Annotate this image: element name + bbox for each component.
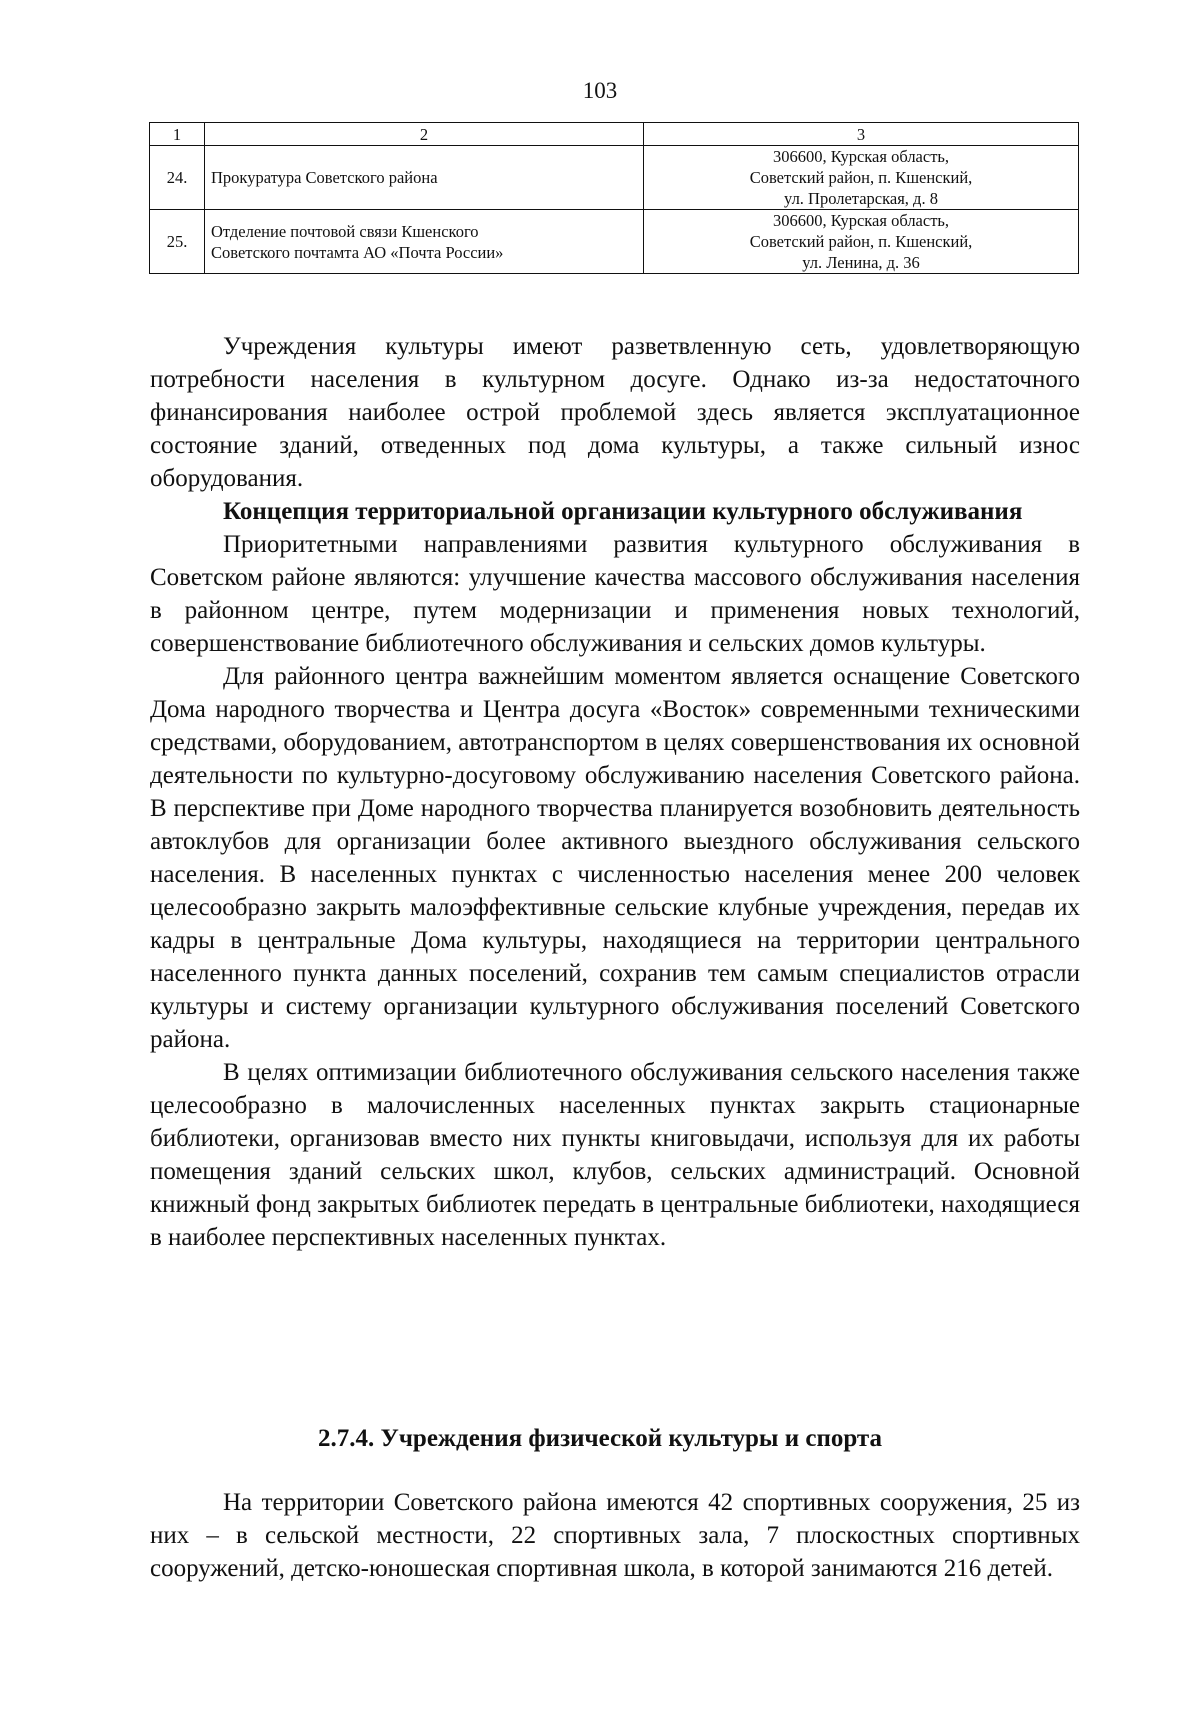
paragraph-culture-network: Учреждения культуры имеют разветвленную сеть, удовлетворяющую потребности населения в культурном досуге. Однако из-за недостаточного финансирования наиболее острой проблемой здесь является эксплуатационное состояние зданий, отведенных под дома культуры, а также сильный износ оборудования. (150, 333, 1080, 492)
section-heading: 2.7.4. Учреждения физической культуры и спорта (317, 1425, 883, 1452)
row-number: 24. (150, 146, 205, 210)
address-line: ул. Пролетарская, д. 8 (784, 189, 938, 208)
institution-name (205, 146, 644, 210)
table-header-row (150, 123, 1079, 146)
main-body-text (150, 330, 1080, 1254)
institution-name (205, 210, 644, 274)
column-header-1: 1 (150, 123, 205, 146)
address-line: 306600, Курская область, (772, 211, 950, 230)
address-line: ул. Ленина, д. 36 (802, 253, 920, 272)
concept-heading: Концепция территориальной организации культурного обслуживания (223, 498, 1023, 525)
institution-name-line: Отделение почтовой связи Кшенского (211, 221, 479, 241)
sports-section-text (150, 1486, 1080, 1585)
table-row (150, 210, 1079, 274)
column-header-2: 2 (205, 123, 644, 146)
table-row (150, 146, 1079, 210)
institution-address (644, 210, 1079, 274)
institution-name-line: Советского почтамта АО «Почта России» (211, 242, 504, 262)
row-number: 25. (150, 210, 205, 274)
institutions-table (149, 122, 1079, 274)
address-line: 306600, Курская область, (772, 147, 950, 166)
paragraph-sports-facilities: На территории Советского района имеются 42 спортивных сооружения, 25 из них – в сельской местности, 22 спортивных зала, 7 плоскостных спортивных сооружений, детско-юношеская спортивная школа, в которой занимаются 216 детей. (150, 1489, 1080, 1582)
address-line: Советский район, п. Кшенский, (749, 232, 973, 251)
institution-address (644, 146, 1079, 210)
paragraph-priorities: Приоритетными направлениями развития культурного обслуживания в Советском районе являются: улучшение качества массового обслуживания населения в районном центре, путем модернизации и применения новых технологий, совершенствование библиотечного обслуживания и сельских домов культуры. (150, 531, 1080, 657)
address-line: Советский район, п. Кшенский, (749, 168, 973, 187)
column-header-3: 3 (644, 123, 1079, 146)
institution-name-line: Прокуратура Советского района (211, 168, 438, 187)
page-number: 103 (582, 78, 618, 103)
paragraph-district-center: Для районного центра важнейшим моментом является оснащение Советского Дома народного творчества и Центра досуга «Восток» современными техническими средствами, оборудованием, автотранспортом в целях совершенствования их основной деятельности по культурно-досуговому обслуживанию населения Советского района. В перспективе при Доме народного творчества планируется возобновить деятельность автоклубов для организации более активного выездного обслуживания сельского населения. В населенных пунктах с численностью населения менее 200 человек целесообразно закрыть малоэффективные сельские клубные учреждения, передав их кадры в центральные Дома культуры, находящиеся на территории центрального населенного пункта данных поселений, сохранив тем самым специалистов отрасли культуры и систему организации культурного обслуживания поселений Советского района. (150, 663, 1080, 1053)
paragraph-library-optimization: В целях оптимизации библиотечного обслуживания сельского населения также целесообразно в малочисленных населенных пунктах закрыть стационарные библиотеки, организовав вместо них пункты книговыдачи, используя для их работы помещения зданий сельских школ, клубов, сельских администраций. Основной книжный фонд закрытых библиотек передать в центральные библиотеки, находящиеся в наиболее перспективных населенных пунктах. (150, 1059, 1080, 1251)
